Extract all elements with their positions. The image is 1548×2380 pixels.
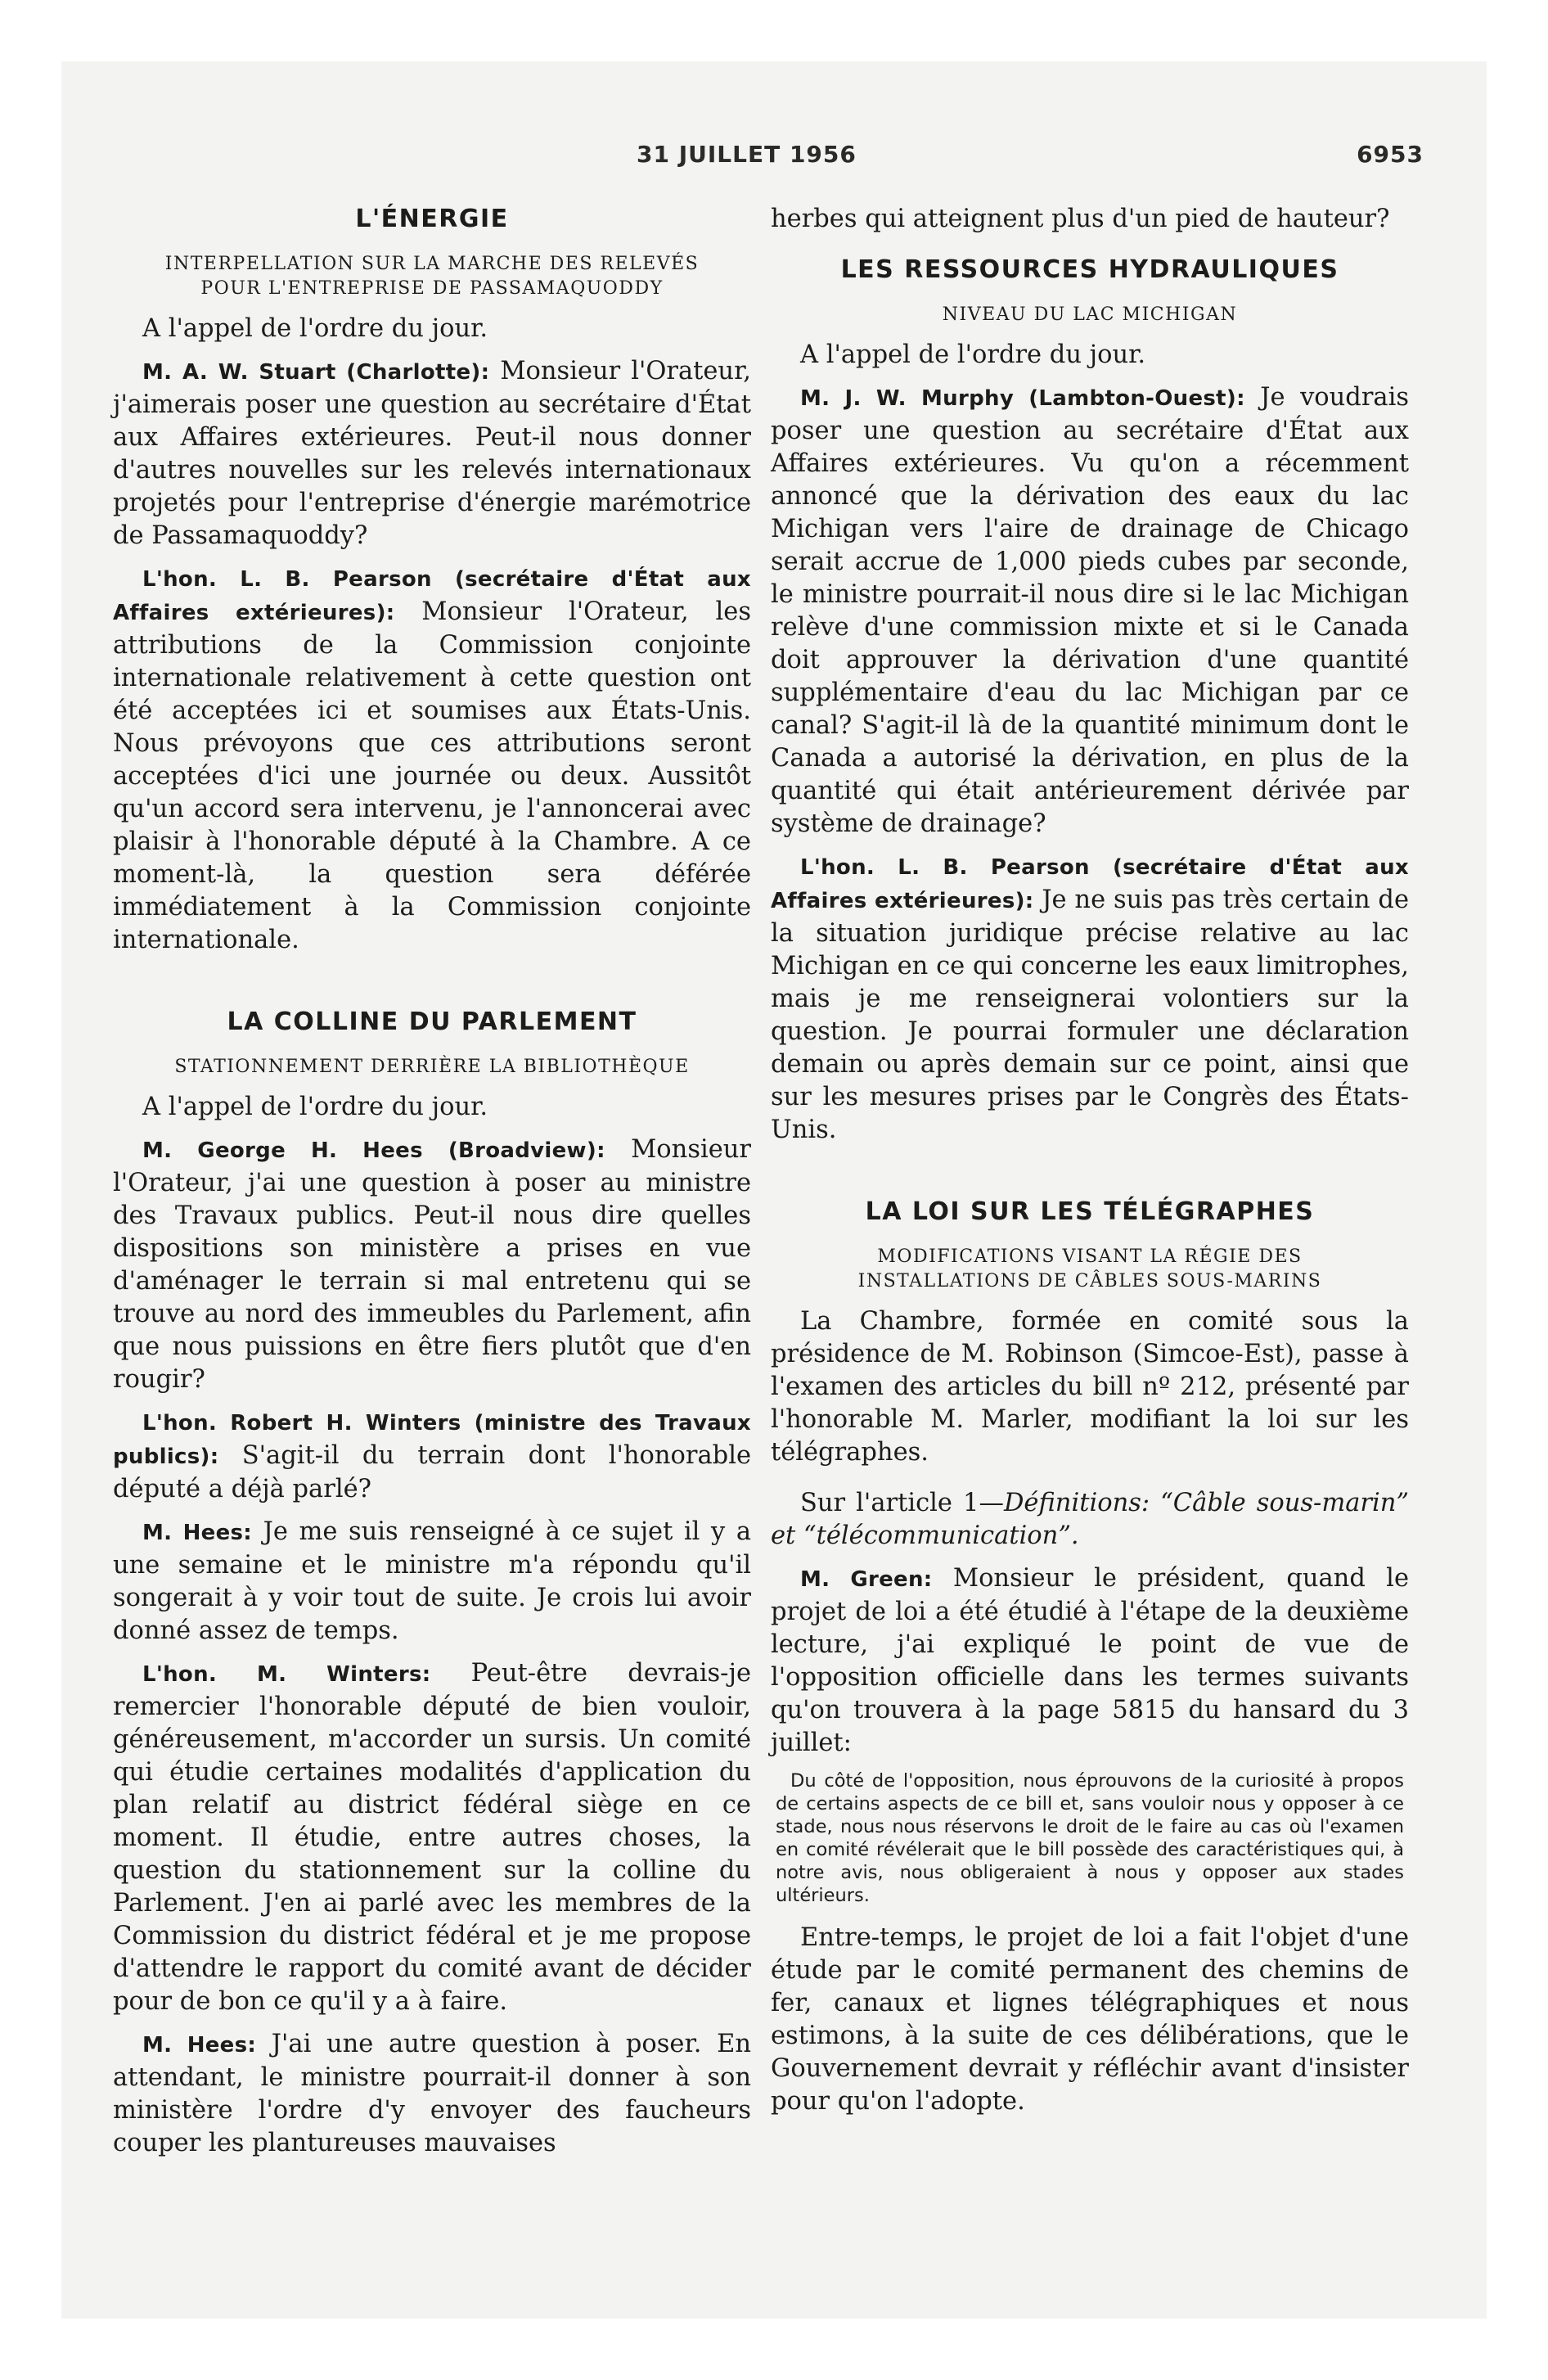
speaker-name: M. Hees: [142, 1521, 252, 1545]
speaker-name: L'hon. L. B. Pearson (secrétaire d'État aux Affaires extérieures): [113, 567, 751, 625]
page-date: 31 JUILLET 1956 [637, 141, 857, 168]
speaker-name: M. Green: [800, 1567, 933, 1592]
speaker-name: M. J. W. Murphy (Lambton-Ouest): [800, 386, 1245, 411]
body-paragraph: Entre-temps, le projet de loi a fait l'objet d'une étude par le comité permanent des chemins de fer, canaux et lignes télégraphiques et nous estimons, à la suite de ces délibérations, que le Gouvernement devrait y réfléchir avant d'insister pour qu'on l'adopte. [771, 1923, 1409, 2116]
speech-paragraph [113, 562, 751, 957]
section-subtitle-colline: STATIONNEMENT DERRIÈRE LA BIBLIOTHÈQUE [174, 1057, 690, 1077]
section-subtitle-energie: INTERPELLATION SUR LA MARCHE DES RELEVÉS POUR L'ENTREPRISE DE PASSAMAQUODDY [164, 254, 700, 299]
speaker-name: L'hon. Robert H. Winters (ministre des Travaux publics): [113, 1411, 751, 1469]
speaker-name: L'hon. M. Winters: [142, 1662, 431, 1687]
section-title-energie: L'ÉNERGIE [355, 205, 509, 233]
speech-paragraph [113, 2028, 751, 2160]
speech-text: Monsieur l'Orateur, j'ai une question à poser au ministre des Travaux publics. Peut-il nous dire quelles dispositions son ministère a prises en vue d'aménager le terrain si mal entretenu qui se trouve au nord des immeubles du Parlement, afin que nous puissions en être fiers plutôt que d'en rougir? [113, 1135, 751, 1394]
speech-paragraph [113, 1134, 751, 1396]
article-prefix: Sur l'article 1— [800, 1489, 1004, 1517]
speech-paragraph [113, 1516, 751, 1648]
section-subtitle-telegraphes: MODIFICATIONS VISANT LA RÉGIE DES INSTALLATIONS DE CÂBLES SOUS-MARINS [857, 1246, 1322, 1291]
article-heading [771, 1487, 1409, 1553]
speech-text: Monsieur l'Orateur, j'aimerais poser une question au secrétaire d'État aux Affaires extérieures. Peut-il nous donner d'autres nouvelles sur les relevés internationaux projetés pour l'entreprise d'énergie marémotrice de Passamaquoddy? [113, 357, 751, 550]
block-quote: Du côté de l'opposition, nous éprouvons de la curiosité à propos de certains aspects de ce bill et, sans vouloir nous y opposer à ce stade, nous nous réservons le droit de le faire au cas où l'examen en comité révélerait que le bill possède des caractéristiques qui, à notre avis, nous obligeraient à nous y opposer aux stades ultérieurs. [776, 1770, 1404, 1906]
order-of-day: A l'appel de l'ordre du jour. [800, 340, 1146, 369]
body-paragraph: La Chambre, formée en comité sous la présidence de M. Robinson (Simcoe-Est), passe à l'examen des articles du bill nº 212, présenté par l'honorable M. Marler, modifiant la loi sur les télégraphes. [771, 1307, 1409, 1467]
speech-paragraph [113, 1406, 751, 1506]
section-title-colline: LA COLLINE DU PARLEMENT [227, 1007, 637, 1036]
article-definitions: Définitions: “Câble sous-marin” et “télécommunication”. [771, 1489, 1409, 1550]
speech-text: Monsieur le président, quand le projet de loi a été étudié à l'étape de la deuxième lecture, j'ai expliqué le point de vue de l'opposition officielle dans les termes suivants qu'on trouvera à la page 5815 du hansard du 3 juillet: [771, 1564, 1409, 1757]
speaker-name: L'hon. L. B. Pearson (secrétaire d'État aux Affaires extérieures): [771, 855, 1409, 913]
speech-paragraph [771, 850, 1409, 1147]
page-number: 6953 [1357, 141, 1424, 168]
left-column [113, 203, 751, 2170]
speech-paragraph [771, 381, 1409, 841]
page-header [0, 141, 1548, 174]
section-subtitle-hydrauliques: NIVEAU DU LAC MICHIGAN [942, 304, 1238, 325]
order-of-day: A l'appel de l'ordre du jour. [142, 1093, 488, 1121]
speech-text: Je me suis renseigné à ce sujet il y a une semaine et le ministre m'a répondu qu'il songerait à y voir tout de suite. Je crois lui avoir donné assez de temps. [113, 1517, 752, 1645]
speech-text: Je voudrais poser une question au secrétaire d'État aux Affaires extérieures. Vu qu'on a récemment annoncé que la dérivation des eaux du lac Michigan vers l'aire de drainage de Chicago serait accrue de 1,000 pieds cubes par seconde, le ministre pourrait-il nous dire si le lac Michigan relève d'une commission mixte et si le Canada doit approuver la dérivation d'une quantité supplémentaire d'eau du lac Michigan par ce canal? S'agit-il là de la quantité minimum dont le Canada a autorisé la dérivation, en plus de la quantité qui était antérieurement dérivée par système de drainage? [771, 383, 1410, 838]
speech-paragraph [771, 1562, 1409, 1760]
continued-text: herbes qui atteignent plus d'un pied de hauteur? [771, 205, 1390, 233]
speaker-name: M. George H. Hees (Broadview): [142, 1138, 605, 1163]
section-title-telegraphes: LA LOI SUR LES TÉLÉGRAPHES [865, 1197, 1315, 1226]
speech-text: Je ne suis pas très certain de la situation juridique précise relative au lac Michigan en ce qui concerne les eaux limitrophes, mais je me renseignerai volontiers sur la question. Je pourrai formuler une déclaration demain ou après demain sur ce point, ainsi que sur les mesures prises par le Congrès des États-Unis. [771, 886, 1410, 1144]
speech-text: J'ai une autre question à poser. En attendant, le ministre pourrait-il donner à son ministère l'ordre d'y envoyer des faucheurs couper les plantureuses mauvaises [113, 2030, 751, 2157]
speech-paragraph [113, 1657, 751, 2018]
order-of-day: A l'appel de l'ordre du jour. [142, 314, 488, 343]
speech-text: Monsieur l'Orateur, les attributions de la Commission conjointe internationale relativement à cette question ont été acceptées ici et soumises aux États-Unis. Nous prévoyons que ces attributions seront acceptées d'ici une journée ou deux. Aussitôt qu'un accord sera intervenu, je l'annoncerai avec plaisir à l'honorable député à la Chambre. A ce moment-là, la question sera déférée immédiatement à la Commission conjointe internationale. [113, 597, 751, 954]
speech-text: Peut-être devrais-je remercier l'honorable député de bien vouloir, généreusement, m'accorder un sursis. Un comité qui étudie certaines modalités d'application du plan relatif au district fédéral siège en ce moment. Il étudie, entre autres choses, la question du stationnement sur la colline du Parlement. J'en ai parlé avec les membres de la Commission du district fédéral et je me propose d'attendre le rapport du comité avant de décider pour de bon ce qu'il y a à faire. [113, 1659, 751, 2016]
speech-paragraph [113, 355, 751, 552]
speaker-name: M. A. W. Stuart (Charlotte): [142, 360, 490, 385]
speech-text: S'agit-il du terrain dont l'honorable député a déjà parlé? [113, 1441, 752, 1503]
section-title-hydrauliques: LES RESSOURCES HYDRAULIQUES [840, 255, 1339, 284]
speaker-name: M. Hees: [142, 2033, 257, 2058]
right-column [771, 203, 1409, 2128]
